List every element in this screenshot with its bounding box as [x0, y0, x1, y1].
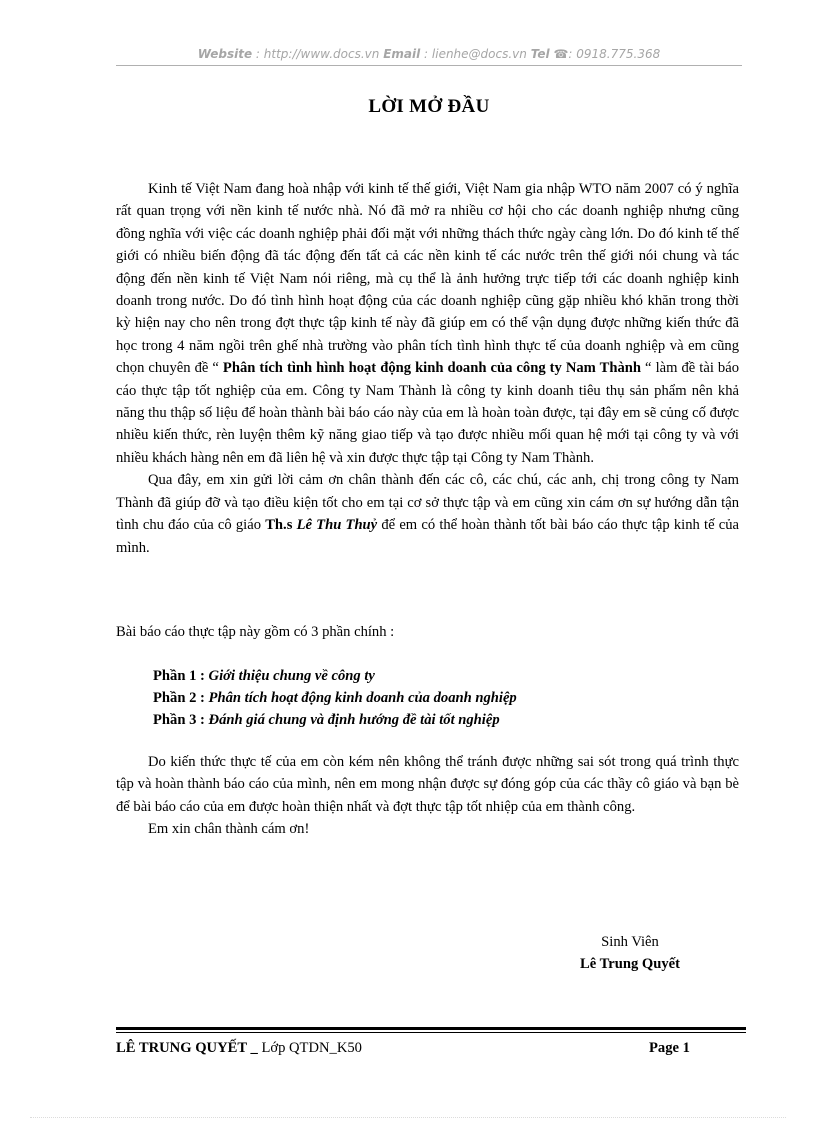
- email-value: : lienhe@docs.vn: [424, 47, 527, 61]
- list-item: Phần 3 : Đánh giá chung và định hướng đề tài tốt nghiệp: [153, 712, 500, 729]
- paragraph-2-start: Qua đây, em xin gửi lời cảm ơn chân thành đến các cô, các chú, các anh, chị trong công ty Nam Thành đã giúp đỡ và tạo điều kiện tốt cho em tại cơ sở thực tập và em cũng xin cám ơn sự hướng dẫn tận tình chu đáo của cô giáo: [116, 472, 739, 534]
- signature-role: Sinh Viên: [601, 934, 659, 950]
- report-topic: Phân tích tình hình hoạt động kinh doanh của công ty Nam Thành: [218, 360, 646, 377]
- page-title: LỜI MỞ ĐẦU: [368, 96, 490, 117]
- tel-label: Tel: [530, 47, 550, 61]
- list-item: Phần 1 : Giới thiệu chung về công ty: [153, 668, 375, 684]
- main-body: [116, 178, 739, 559]
- signature-block: [560, 931, 700, 975]
- website-label: Website: [197, 47, 253, 61]
- parts-list: [153, 665, 517, 732]
- website-value: : http://www.docs.vn: [255, 47, 380, 61]
- page-bottom-border: [30, 1117, 786, 1118]
- paragraph-1-start: Kinh tế Việt Nam đang hoà nhập với kinh tế thế giới, Việt Nam gia nhập WTO năm 2007 có ý nghĩa rất quan trọng với nền kinh tế nước nhà. Nó đã mở ra nhiều cơ hội cho các doanh nghiệp nhưng cũng đồng nghĩa với việc các doanh nghiệp phải đối mặt với những thách thức ngày càng lớn. Do đó kinh tế thế giới có nhiều biến động đã tác động đến tất cả các nền kinh tế các nước trên thế giới nói chung và tác động đến nền kinh tế Việt Nam nói riêng, mà cụ thể là ảnh hưởng trực tiếp tới các doanh nghiệp kinh doanh trong nước. Do đó tình hình hoạt động của các doanh nghiệp cũng gặp nhiều khó khăn trong thời kỳ hiện nay cho nên trong đợt thực tập kinh tế này đã giúp em có thể vận dụng được những kiến thức đã học trong 4 năm ngồi trên ghế nhà trường vào phân tích tình hình thực tế của doanh nghiệp và em cũng chọn chuyên đề “: [116, 181, 739, 377]
- tel-value: : 0918.775.368: [568, 47, 661, 61]
- parts-intro: Bài báo cáo thực tập này gồm có 3 phần chính :: [116, 624, 395, 640]
- list-item: Phần 2 : Phân tích hoạt động kinh doanh của doanh nghiệp: [153, 690, 517, 707]
- page-header: [116, 47, 742, 61]
- page-number: Page 1: [649, 1040, 690, 1056]
- thanks-line: Em xin chân thành cám ơn!: [148, 821, 310, 838]
- signature-name: Lê Trung Quyết: [579, 956, 680, 972]
- closing-body: [116, 751, 739, 841]
- advisor-name: Lê Thu Thuỷ: [292, 517, 378, 534]
- footer-divider-thin: [116, 1032, 746, 1033]
- paragraph-2-end: để em có thể hoàn thành tốt bài báo cáo thực tập kinh tế của mình.: [116, 517, 740, 556]
- phone-icon: ☎: [553, 47, 569, 61]
- footer-author: LÊ TRUNG QUYẾT _ Lớp QTDN_K50: [116, 1040, 362, 1056]
- paragraph-1-end: “ làm đề tài báo cáo thực tập tốt nghiệp của em. Công ty Nam Thành là công ty kinh doanh tiêu thụ sản phẩm nên khả năng thu thập số liệu để hoàn thành bài báo cáo này của em là hoàn toàn được, tại đây em sẽ củng cố được nhiều kiến thức, rèn luyện thêm kỹ năng giao tiếp và tạo được nhiều mối quan hệ mới tại công ty và với nhiều khách hàng nên em đã liên hệ và xin được thực tập tại Công ty Nam Thành.: [116, 360, 739, 466]
- paragraph-1: [116, 178, 739, 469]
- closing-paragraph: Do kiến thức thực tế của em còn kém nên không thể tránh được những sai sót trong quá trình thực tập và hoàn thành báo cáo của mình, nên em mong nhận được sự đóng góp của các thầy cô giáo và bạn bè để bài báo cáo của em được hoàn thiện nhất và đợt thực tập tốt nhiệp của em thành công.: [116, 754, 739, 815]
- footer-divider-thick: [116, 1027, 746, 1030]
- email-label: Email: [383, 47, 421, 61]
- paragraph-2: [116, 469, 739, 559]
- footer-class: Lớp QTDN_K50: [261, 1040, 362, 1056]
- advisor-degree: Th.s: [265, 517, 293, 534]
- footer-author-name: LÊ TRUNG QUYẾT: [116, 1040, 247, 1056]
- header-divider: [116, 65, 742, 66]
